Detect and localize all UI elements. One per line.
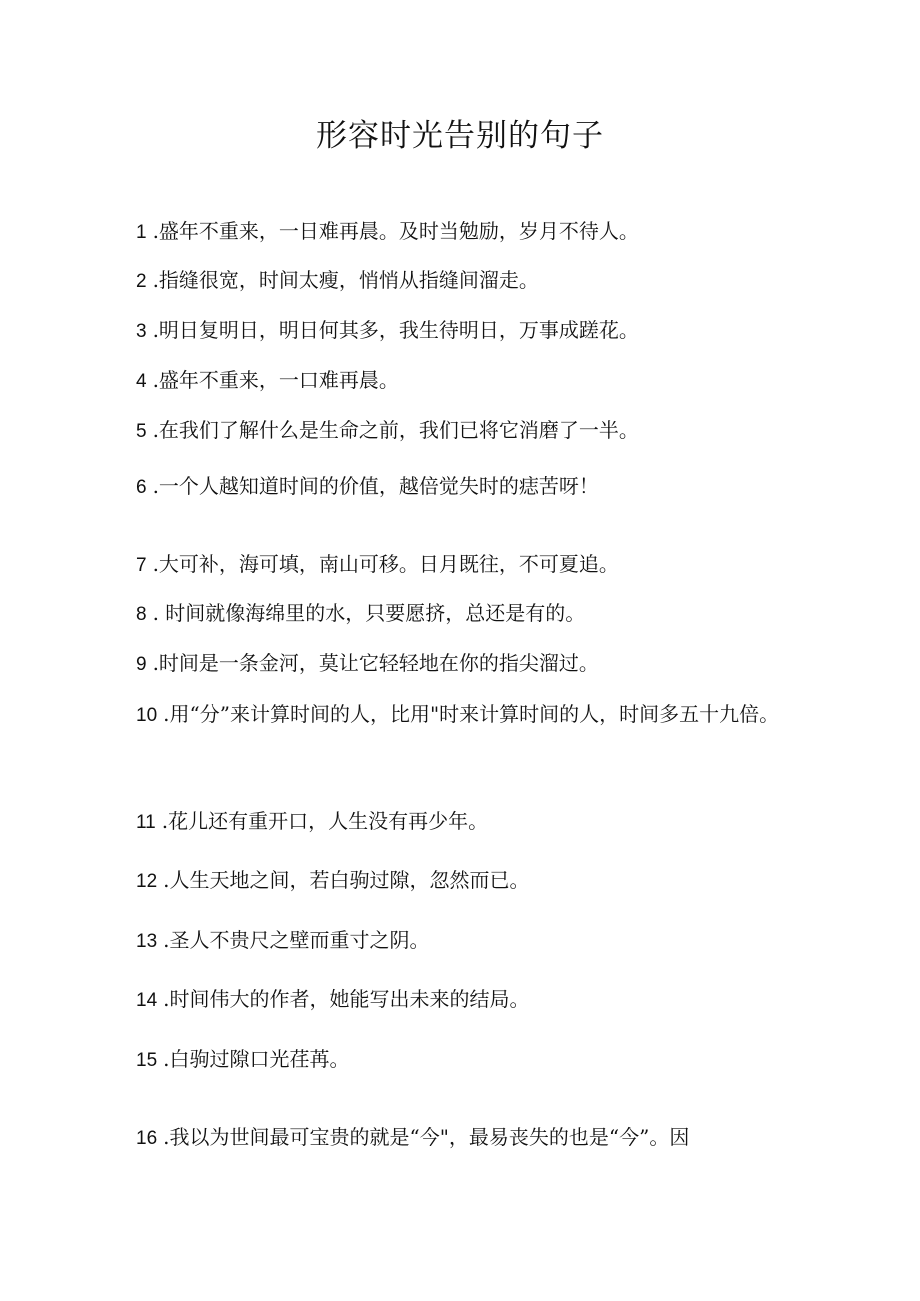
list-item-7 xyxy=(136,537,786,593)
list-item-5 xyxy=(136,403,786,459)
item-text: .时间是一条金河，莫让它轻轻地在你的指尖溜过。 xyxy=(152,651,599,675)
item-text: .花儿还有重开口，人生没有再少年。 xyxy=(161,809,489,833)
list-item-2 xyxy=(136,253,786,309)
item-text: .明日复明日，明日何其多，我生待明日，万事成蹉花。 xyxy=(152,318,639,342)
list-item-1 xyxy=(136,204,786,260)
item-number: 1 xyxy=(136,222,147,243)
item-number: 10 xyxy=(136,705,158,726)
item-text: .人生天地之间，若白驹过隙，忽然而已。 xyxy=(163,868,530,892)
item-text: .大可补，海可填，南山可移。日月既往，不可夏追。 xyxy=(152,552,619,576)
list-item-9 xyxy=(136,636,786,692)
list-item-12 xyxy=(136,853,786,909)
item-text: .白驹过隙口光荏苒。 xyxy=(163,1047,350,1071)
item-number: 7 xyxy=(136,555,147,576)
item-number: 3 xyxy=(136,321,147,342)
list-item-8 xyxy=(136,586,786,642)
list-item-11 xyxy=(136,794,786,850)
item-number: 8 xyxy=(136,604,147,625)
item-number: 6 xyxy=(136,477,147,498)
item-text: .用“分”来计算时间的人，比用"时来计算时间的人，时间多五十九倍。 xyxy=(163,702,780,726)
item-number: 14 xyxy=(136,990,158,1011)
item-number: 16 xyxy=(136,1128,158,1149)
item-number: 2 xyxy=(136,271,147,292)
item-text: .圣人不贵尺之壁而重寸之阴。 xyxy=(163,928,430,952)
item-number: 15 xyxy=(136,1050,158,1071)
item-number: 5 xyxy=(136,421,147,442)
item-text: .盛年不重来，一口难再晨。 xyxy=(152,368,399,392)
list-item-10 xyxy=(136,687,786,743)
item-text: .我以为世间最可宝贵的就是“今"，最易丧失的也是“今”。因 xyxy=(163,1125,690,1149)
item-text: .一个人越知道时间的价值，越倍觉失时的痣苦呀！ xyxy=(152,474,599,498)
list-item-3 xyxy=(136,303,786,359)
list-item-14 xyxy=(136,972,786,1028)
list-item-13 xyxy=(136,913,786,969)
item-number: 11 xyxy=(136,812,156,833)
item-text: .盛年不重来，一日难再晨。及时当勉励，岁月不待人。 xyxy=(152,219,639,243)
item-text: . 时间就像海绵里的水，只要愿挤，总还是有的。 xyxy=(152,601,586,625)
item-text: .时间伟大的作者，她能写出未来的结局。 xyxy=(163,987,530,1011)
list-item-4 xyxy=(136,353,786,409)
item-number: 12 xyxy=(136,871,158,892)
item-text: .指缝很宽，时间太瘦，悄悄从指缝间溜走。 xyxy=(152,268,539,292)
item-number: 4 xyxy=(136,371,147,392)
item-text: .在我们了解什么是生命之前，我们已将它消磨了一半。 xyxy=(152,418,639,442)
list-item-16 xyxy=(136,1110,786,1166)
item-number: 13 xyxy=(136,931,158,952)
page-title: 形容时光告别的句子 xyxy=(316,118,604,154)
list-item-15 xyxy=(136,1032,786,1088)
list-item-6 xyxy=(136,459,786,515)
item-number: 9 xyxy=(136,654,147,675)
